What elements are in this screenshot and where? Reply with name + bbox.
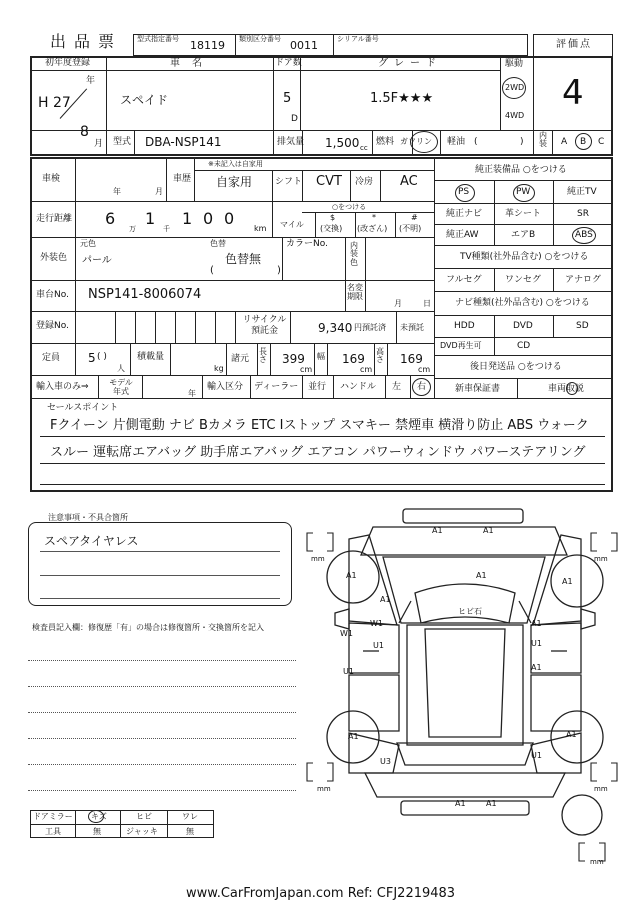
orig-color-label: 元色 (80, 239, 96, 248)
import-dealer: ディーラー (254, 382, 299, 392)
mark-door-rr: A1 (531, 663, 542, 672)
tv-title: TV種類(社外品含む) ○をつける (460, 252, 589, 262)
man-unit: 万 (129, 225, 136, 233)
tv-analog: アナログ (565, 275, 602, 285)
width-value: 169 (342, 352, 365, 366)
fuel-label: 燃料 (376, 137, 395, 147)
footer-url[interactable]: www.CarFromJapan.com Ref: CFJ2219483 (186, 886, 456, 901)
mirror-header-break: ワレ (182, 812, 198, 821)
mm-label: mm (317, 785, 331, 793)
mark-front-right-tire: A1 (562, 577, 573, 586)
mark-door-fl: U1 (373, 641, 384, 650)
mark-door-fr-top: A1 (531, 619, 542, 628)
import-type-label: 輸入区分 (207, 382, 244, 392)
later-manual: 車両取説 (548, 384, 585, 394)
notes-label: 注意事項・不具合箇所 (48, 513, 128, 522)
height-value: 169 (400, 352, 423, 366)
mark-roof-left: W1 (370, 619, 383, 628)
paren-open: ( (210, 265, 214, 276)
model-year-label: モデル年式 (109, 378, 133, 397)
mileage-label: 走行距離 (36, 214, 73, 224)
tools-value: 無 (93, 827, 101, 836)
year-unit: 年 (86, 76, 96, 86)
first-reg-label: 初年度登録 (45, 58, 91, 68)
history-label: 車歴 (173, 174, 192, 184)
model-no-label: 型式指定番号 (137, 35, 179, 43)
fuel-circle (410, 131, 438, 153)
first-reg-era: H 27 (38, 95, 71, 111)
grade-value: 1.5F★★★ (370, 91, 434, 106)
dvd-playback: DVD再生可 (440, 341, 482, 350)
paren-l: ( (474, 137, 478, 147)
recycle-none: 未預託 (400, 323, 424, 332)
mark-front-bumper-right: A1 (483, 526, 494, 535)
jack-label: ジャッキ (126, 827, 158, 836)
spec-label: 諸元 (231, 354, 250, 364)
interior-b: B (580, 137, 587, 147)
unknown-label: (不明) (399, 224, 422, 233)
equip-pw: PW (516, 187, 531, 197)
mileage-circle-note: ○をつける (332, 203, 367, 211)
doors-label: ドア数 (275, 58, 302, 68)
mark-pillar: W1 (340, 629, 353, 638)
equip-cd: CD (517, 341, 531, 351)
mark-rear-right-tire: A1 (566, 730, 577, 739)
type-label: 型式 (113, 137, 132, 147)
mark-front-left-tire: A1 (346, 571, 357, 580)
exchange-label: (交換) (320, 224, 343, 233)
later-warranty: 新車保証書 (455, 384, 501, 394)
equip-abs: ABS (575, 230, 593, 240)
score-value: 4 (562, 73, 584, 113)
mark-hood: A1 (476, 571, 487, 580)
history-value: 自家用 (216, 175, 253, 189)
chassis-value: NSP141-8006074 (88, 287, 202, 302)
sheet-title: 出品票 (50, 32, 123, 51)
mm-label: mm (594, 785, 608, 793)
displacement-value: 1,500 (325, 136, 360, 150)
equip-abs-circle (572, 227, 596, 244)
nav-sd: SD (576, 321, 589, 331)
inspector-label: 検査員記入欄：修復歴「有」の場合は修復箇所・交換箇所を記入 (32, 623, 264, 632)
import-parallel: 並行 (308, 382, 327, 392)
import-label: 輸入車のみ⇒ (36, 382, 89, 392)
model-year-unit: 年 (188, 389, 196, 398)
mirror-header-mirror: ドアミラー (33, 812, 73, 821)
tools-label: 工具 (45, 827, 61, 836)
length-label: 長さ (259, 347, 267, 365)
equip-tv: 純正TV (567, 187, 597, 197)
mileage-digits (85, 204, 272, 234)
score-label: 評価点 (556, 39, 592, 50)
nav-hdd: HDD (454, 321, 475, 331)
mileage-digit: 0 (203, 209, 214, 228)
mirror-header-crack: ヒビ (136, 812, 152, 821)
hash-mark: # (411, 213, 418, 222)
sales-point-line2: スルー 運転席エアバッグ 助手席エアバッグ エアコン パワーウィンドウ パワーステアリング (50, 445, 586, 460)
mark-rear-bumper-left: U3 (380, 757, 391, 766)
mark-rear-left-tire: A1 (348, 732, 359, 741)
inspection-label: 車検 (42, 174, 61, 184)
mile-label: マイル (280, 220, 304, 229)
mark-front-fender: A1 (380, 595, 391, 604)
shift-value: CVT (316, 174, 342, 189)
class-no-label: 類別区分番号 (239, 35, 281, 43)
width-label: 幅 (317, 352, 325, 361)
later-title: 後日発送品 ○をつける (470, 362, 562, 372)
length-value: 399 (282, 352, 305, 366)
displacement-label: 排気量 (277, 137, 305, 147)
reg-label: 登録No. (36, 321, 69, 331)
mileage-digit: 6 (105, 209, 116, 228)
height-cm: cm (418, 365, 431, 374)
mileage-digit: 1 (182, 209, 193, 228)
mm-label: mm (311, 555, 325, 563)
sen-unit: 千 (163, 225, 170, 233)
name-change-day: 日 (423, 299, 431, 308)
mileage-digit: 1 (145, 209, 156, 228)
kg-unit: kg (214, 364, 224, 373)
shift-label: シフト (275, 177, 303, 187)
cc-unit: cc (360, 144, 368, 152)
equip-ps: PS (458, 187, 470, 197)
model-no: 18119 (190, 39, 225, 52)
mm-label: mm (590, 858, 604, 866)
door-type: D (291, 114, 298, 124)
handle-right: 右 (417, 382, 427, 392)
fuel-gasoline: ガソリン (400, 137, 432, 146)
mirror-scratch-circle (88, 810, 104, 823)
equip-pw-circle (513, 184, 535, 202)
load-label: 積載量 (137, 352, 165, 362)
first-reg-month: 8 (80, 124, 89, 140)
sales-point-label: セールスポイント (47, 403, 119, 413)
car-name-label: 車名 (170, 58, 214, 69)
interior-circle (575, 133, 592, 150)
doors-value: 5 (283, 91, 292, 106)
notes-line1: スペアタイヤレス (44, 534, 139, 548)
equip-title: 純正装備品 ○をつける (475, 165, 567, 175)
drive-label: 駆動 (505, 59, 524, 69)
grade-label: グレード (378, 58, 442, 69)
dollar-mark: $ (330, 213, 336, 222)
tv-oneseg: ワンセグ (505, 275, 542, 285)
sales-point-line1: Fクイーン 片側電動 ナビ Bカメラ ETC Iストップ スマキー 禁煙車 横滑り防止 ABS ウォーク (50, 418, 589, 433)
equip-airbag: エアB (511, 230, 536, 240)
history-note: ※未記入は自家用 (208, 160, 263, 168)
inspection-month-unit: 月 (155, 187, 163, 196)
month-unit: 月 (94, 139, 104, 149)
width-cm: cm (360, 365, 373, 374)
mark-door-fr: U1 (531, 639, 542, 648)
car-name: スペイド (120, 93, 169, 107)
car-damage-diagram (305, 505, 625, 875)
interior-label: 内装 (539, 131, 547, 148)
nav-title: ナビ種類(社外品含む) ○をつける (455, 298, 590, 308)
mirror-header-scratch: キズ (91, 812, 107, 821)
mm-label: mm (594, 555, 608, 563)
exterior-label: 外装色 (40, 253, 68, 263)
mark-front-bumper-left: A1 (432, 526, 443, 535)
recycle-unit: 円預託済 (354, 323, 386, 332)
drive-2wd: 2WD (505, 83, 525, 92)
recolor-value: 色替無 (225, 252, 262, 266)
recolor-label: 色替 (210, 239, 226, 248)
name-change-label: 名変期限 (347, 283, 363, 301)
recycle-label: リサイクル預託金 (242, 315, 287, 336)
mileage-digit: 0 (224, 209, 235, 228)
color-no-label: カラーNo. (286, 239, 328, 249)
ac-label: 冷房 (355, 177, 374, 187)
mark-tail-left: A1 (455, 799, 466, 808)
mark-door-rl: U1 (343, 667, 354, 676)
equip-navi: 純正ナビ (446, 209, 483, 219)
drive-4wd: 4WD (505, 111, 525, 120)
handle-label: ハンドル (340, 382, 377, 392)
tv-fullseg: フルセグ (446, 275, 482, 285)
class-no: 0011 (290, 39, 318, 52)
later-manual-circle (566, 382, 578, 395)
serial-label: シリアル番号 (337, 35, 379, 43)
recycle-value: 9,340 (318, 321, 353, 335)
equip-leather: 革シート (505, 209, 542, 219)
capacity-paren: ( ) (97, 352, 107, 362)
paren-close: ) (277, 265, 281, 276)
interior-color-label: 内装色 (350, 241, 358, 267)
handle-circle (412, 378, 431, 396)
nav-dvd: DVD (513, 321, 533, 331)
jack-value: 無 (186, 827, 194, 836)
capacity-value: 5 (88, 351, 96, 365)
equip-ps-circle (455, 184, 475, 202)
star-mark: * (372, 213, 376, 222)
equip-aw: 純正AW (446, 230, 479, 240)
mark-rear-right-panel: U1 (531, 751, 542, 760)
persons-unit: 人 (117, 364, 125, 373)
name-change-month: 月 (394, 299, 402, 308)
inspection-year-unit: 年 (113, 187, 121, 196)
height-label: 高さ (376, 347, 384, 365)
tamper-label: (改ざん) (357, 224, 388, 233)
interior-a: A (561, 137, 568, 147)
length-cm: cm (300, 365, 313, 374)
chassis-label: 車台No. (36, 290, 69, 300)
paren-r: ) (520, 137, 524, 147)
interior-c: C (598, 137, 605, 147)
type-value: DBA-NSP141 (145, 135, 222, 149)
mark-windshield: ヒビ石 (458, 607, 482, 616)
fuel-diesel: 軽油 (447, 137, 466, 147)
handle-left: 左 (392, 382, 402, 392)
ac-value: AC (400, 174, 418, 189)
equip-sr: SR (577, 209, 589, 219)
orig-color: パール (82, 255, 112, 266)
capacity-label: 定員 (42, 353, 61, 363)
mark-tail-right: A1 (486, 799, 497, 808)
km-unit: km (254, 224, 267, 233)
